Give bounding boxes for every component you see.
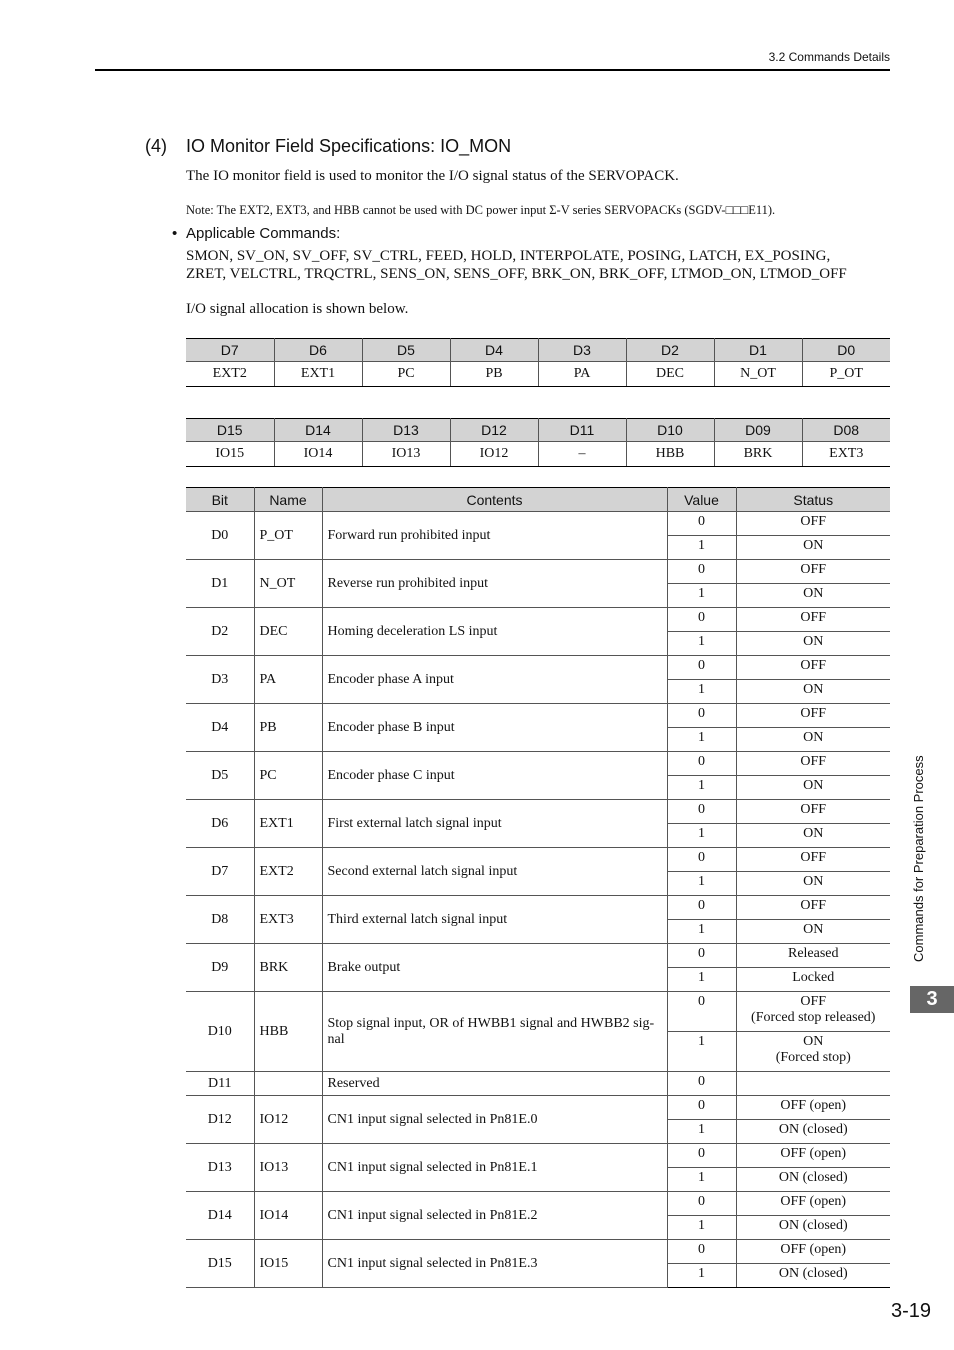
status-cell: OFF bbox=[736, 896, 890, 920]
bit-cell: D13 bbox=[186, 1144, 254, 1192]
status-cell: Released bbox=[736, 944, 890, 968]
value-cell: 1 bbox=[667, 536, 736, 560]
status-cell: OFF bbox=[736, 656, 890, 680]
bit-header: D12 bbox=[450, 419, 538, 442]
running-header: 3.2 Commands Details bbox=[768, 50, 890, 64]
chapter-side-label: Commands for Preparation Process bbox=[911, 755, 926, 962]
status-cell: OFF (open) bbox=[736, 1096, 890, 1120]
contents-cell: CN1 input signal selected in Pn81E.1 bbox=[322, 1144, 667, 1192]
status-cell: ON (closed) bbox=[736, 1216, 890, 1240]
signal-table bbox=[186, 487, 890, 1288]
value-cell: 0 bbox=[667, 1072, 736, 1096]
bit-header: D13 bbox=[362, 419, 450, 442]
status-cell: ON (closed) bbox=[736, 1264, 890, 1288]
bit-cell: D8 bbox=[186, 896, 254, 944]
bit-cell: D5 bbox=[186, 752, 254, 800]
bit-header: D0 bbox=[802, 339, 890, 362]
table-row bbox=[186, 1192, 890, 1216]
bit-cell: D3 bbox=[186, 656, 254, 704]
value-cell: 0 bbox=[667, 848, 736, 872]
name-cell: PC bbox=[254, 752, 322, 800]
bit-signal: BRK bbox=[714, 442, 802, 467]
status-cell: OFF bbox=[736, 752, 890, 776]
bit-signal: P_OT bbox=[802, 362, 890, 387]
bit-cell: D1 bbox=[186, 560, 254, 608]
bit-signal: HBB bbox=[626, 442, 714, 467]
status-cell: ON (closed) bbox=[736, 1120, 890, 1144]
bit-header: D11 bbox=[538, 419, 626, 442]
value-cell: 0 bbox=[667, 1192, 736, 1216]
section-title-text: IO Monitor Field Specifications: IO_MON bbox=[186, 136, 512, 156]
bit-signal: IO13 bbox=[362, 442, 450, 467]
value-cell: 0 bbox=[667, 1096, 736, 1120]
bit-cell: D10 bbox=[186, 992, 254, 1072]
bit-cell: D15 bbox=[186, 1240, 254, 1288]
applicable-commands-label bbox=[172, 225, 340, 242]
contents-cell: Second external latch signal input bbox=[322, 848, 667, 896]
table-row bbox=[186, 752, 890, 776]
value-cell: 1 bbox=[667, 968, 736, 992]
table-row bbox=[186, 992, 890, 1032]
name-cell: PB bbox=[254, 704, 322, 752]
commands-list bbox=[186, 247, 896, 283]
bit-signal: PB bbox=[450, 362, 538, 387]
value-cell: 0 bbox=[667, 896, 736, 920]
bit-header: D5 bbox=[362, 339, 450, 362]
bit-cell: D7 bbox=[186, 848, 254, 896]
value-cell: 0 bbox=[667, 800, 736, 824]
value-cell: 1 bbox=[667, 1032, 736, 1072]
bit-signal: IO15 bbox=[186, 442, 274, 467]
value-cell: 1 bbox=[667, 1168, 736, 1192]
status-cell: ON (Forced stop) bbox=[736, 1032, 890, 1072]
bit-header: D10 bbox=[626, 419, 714, 442]
bit-signal: – bbox=[538, 442, 626, 467]
value-cell: 1 bbox=[667, 1264, 736, 1288]
contents-cell: Forward run prohibited input bbox=[322, 512, 667, 560]
name-cell: PA bbox=[254, 656, 322, 704]
status-cell: Locked bbox=[736, 968, 890, 992]
contents-cell: Reverse run prohibited input bbox=[322, 560, 667, 608]
bit-signal: PA bbox=[538, 362, 626, 387]
status-cell: OFF bbox=[736, 704, 890, 728]
table-row bbox=[186, 944, 890, 968]
value-cell: 1 bbox=[667, 824, 736, 848]
bit-header: D7 bbox=[186, 339, 274, 362]
name-cell: N_OT bbox=[254, 560, 322, 608]
value-cell: 1 bbox=[667, 1120, 736, 1144]
name-cell: P_OT bbox=[254, 512, 322, 560]
bit-signal: DEC bbox=[626, 362, 714, 387]
bit-header: D14 bbox=[274, 419, 362, 442]
bit-cell: D2 bbox=[186, 608, 254, 656]
bit-header: D1 bbox=[714, 339, 802, 362]
column-header: Name bbox=[254, 488, 322, 512]
column-header: Bit bbox=[186, 488, 254, 512]
table-row bbox=[186, 704, 890, 728]
chapter-tab: 3 bbox=[910, 986, 954, 1013]
status-cell: OFF (open) bbox=[736, 1240, 890, 1264]
bit-cell: D4 bbox=[186, 704, 254, 752]
table-row bbox=[186, 512, 890, 536]
status-cell: OFF bbox=[736, 800, 890, 824]
bit-header: D3 bbox=[538, 339, 626, 362]
value-cell: 1 bbox=[667, 680, 736, 704]
table-row bbox=[186, 656, 890, 680]
bit-allocation-table-high bbox=[186, 418, 890, 467]
bit-signal: N_OT bbox=[714, 362, 802, 387]
value-cell: 1 bbox=[667, 632, 736, 656]
name-cell: DEC bbox=[254, 608, 322, 656]
table-row bbox=[186, 1144, 890, 1168]
bit-signal: PC bbox=[362, 362, 450, 387]
bit-cell: D6 bbox=[186, 800, 254, 848]
status-cell: ON bbox=[736, 584, 890, 608]
bit-cell: D11 bbox=[186, 1072, 254, 1096]
bit-header: D08 bbox=[802, 419, 890, 442]
table-row bbox=[186, 560, 890, 584]
bit-header: D2 bbox=[626, 339, 714, 362]
table-row bbox=[186, 1072, 890, 1096]
value-cell: 1 bbox=[667, 872, 736, 896]
name-cell bbox=[254, 1072, 322, 1096]
section-number: (4) bbox=[145, 136, 167, 156]
table-row bbox=[186, 608, 890, 632]
contents-cell: Homing deceleration LS input bbox=[322, 608, 667, 656]
table-row bbox=[186, 1096, 890, 1120]
value-cell: 0 bbox=[667, 608, 736, 632]
status-cell: ON (closed) bbox=[736, 1168, 890, 1192]
value-cell: 0 bbox=[667, 1240, 736, 1264]
section-title bbox=[145, 136, 511, 157]
contents-cell: Stop signal input, OR of HWBB1 signal and HWBB2 sig- nal bbox=[322, 992, 667, 1072]
bit-cell: D0 bbox=[186, 512, 254, 560]
status-cell: ON bbox=[736, 536, 890, 560]
contents-cell: Encoder phase C input bbox=[322, 752, 667, 800]
value-cell: 0 bbox=[667, 944, 736, 968]
column-header: Value bbox=[667, 488, 736, 512]
status-cell: OFF bbox=[736, 608, 890, 632]
bullet-label-text: Applicable Commands: bbox=[186, 225, 341, 242]
status-cell: OFF (Forced stop released) bbox=[736, 992, 890, 1032]
value-cell: 1 bbox=[667, 728, 736, 752]
status-cell: ON bbox=[736, 776, 890, 800]
contents-cell: CN1 input signal selected in Pn81E.0 bbox=[322, 1096, 667, 1144]
value-cell: 0 bbox=[667, 512, 736, 536]
name-cell: HBB bbox=[254, 992, 322, 1072]
contents-cell: Encoder phase A input bbox=[322, 656, 667, 704]
contents-cell: Encoder phase B input bbox=[322, 704, 667, 752]
bit-cell: D12 bbox=[186, 1096, 254, 1144]
status-cell: ON bbox=[736, 728, 890, 752]
contents-cell: Brake output bbox=[322, 944, 667, 992]
name-cell: IO15 bbox=[254, 1240, 322, 1288]
table-row bbox=[186, 848, 890, 872]
status-cell: OFF bbox=[736, 848, 890, 872]
allocation-text: I/O signal allocation is shown below. bbox=[186, 301, 409, 317]
bit-cell: D14 bbox=[186, 1192, 254, 1240]
commands-line-1: SMON, SV_ON, SV_OFF, SV_CTRL, FEED, HOLD, INTERPOLATE, POSING, LATCH, EX_POSING, bbox=[186, 248, 831, 264]
contents-cell: First external latch signal input bbox=[322, 800, 667, 848]
status-cell: ON bbox=[736, 872, 890, 896]
bit-header: D4 bbox=[450, 339, 538, 362]
contents-cell: CN1 input signal selected in Pn81E.3 bbox=[322, 1240, 667, 1288]
status-cell: ON bbox=[736, 680, 890, 704]
value-cell: 0 bbox=[667, 656, 736, 680]
bit-signal: EXT1 bbox=[274, 362, 362, 387]
column-header: Status bbox=[736, 488, 890, 512]
bit-header: D6 bbox=[274, 339, 362, 362]
name-cell: EXT2 bbox=[254, 848, 322, 896]
bullet-icon: • bbox=[172, 225, 178, 242]
table-row bbox=[186, 1240, 890, 1264]
bit-header: D09 bbox=[714, 419, 802, 442]
status-cell: OFF bbox=[736, 560, 890, 584]
name-cell: BRK bbox=[254, 944, 322, 992]
bit-cell: D9 bbox=[186, 944, 254, 992]
table-row bbox=[186, 896, 890, 920]
status-cell: OFF (open) bbox=[736, 1144, 890, 1168]
name-cell: IO12 bbox=[254, 1096, 322, 1144]
contents-cell: Third external latch signal input bbox=[322, 896, 667, 944]
value-cell: 1 bbox=[667, 584, 736, 608]
status-cell bbox=[736, 1072, 890, 1096]
status-cell: ON bbox=[736, 632, 890, 656]
contents-cell: CN1 input signal selected in Pn81E.2 bbox=[322, 1192, 667, 1240]
value-cell: 1 bbox=[667, 920, 736, 944]
status-cell: ON bbox=[736, 920, 890, 944]
note-text: Note: The EXT2, EXT3, and HBB cannot be used with DC power input Σ-V series SERVOPACKs (SGDV-□□□E11). bbox=[186, 203, 776, 217]
intro-paragraph: The IO monitor field is used to monitor the I/O signal status of the SERVOPACK. bbox=[186, 168, 679, 184]
bit-allocation-table-low bbox=[186, 338, 890, 387]
value-cell: 0 bbox=[667, 560, 736, 584]
value-cell: 0 bbox=[667, 992, 736, 1032]
value-cell: 1 bbox=[667, 776, 736, 800]
name-cell: IO13 bbox=[254, 1144, 322, 1192]
bit-signal: EXT2 bbox=[186, 362, 274, 387]
table-row bbox=[186, 800, 890, 824]
bit-signal: IO14 bbox=[274, 442, 362, 467]
bit-header: D15 bbox=[186, 419, 274, 442]
value-cell: 0 bbox=[667, 704, 736, 728]
bit-signal: IO12 bbox=[450, 442, 538, 467]
commands-line-2: ZRET, VELCTRL, TRQCTRL, SENS_ON, SENS_OFF, BRK_ON, BRK_OFF, LTMOD_ON, LTMOD_OFF bbox=[186, 266, 847, 282]
column-header: Contents bbox=[322, 488, 667, 512]
name-cell: EXT1 bbox=[254, 800, 322, 848]
bit-signal: EXT3 bbox=[802, 442, 890, 467]
value-cell: 1 bbox=[667, 1216, 736, 1240]
contents-cell: Reserved bbox=[322, 1072, 667, 1096]
status-cell: OFF bbox=[736, 512, 890, 536]
value-cell: 0 bbox=[667, 752, 736, 776]
page-number: 3-19 bbox=[890, 1300, 931, 1322]
value-cell: 0 bbox=[667, 1144, 736, 1168]
status-cell: OFF (open) bbox=[736, 1192, 890, 1216]
name-cell: EXT3 bbox=[254, 896, 322, 944]
name-cell: IO14 bbox=[254, 1192, 322, 1240]
status-cell: ON bbox=[736, 824, 890, 848]
header-rule bbox=[95, 69, 890, 71]
